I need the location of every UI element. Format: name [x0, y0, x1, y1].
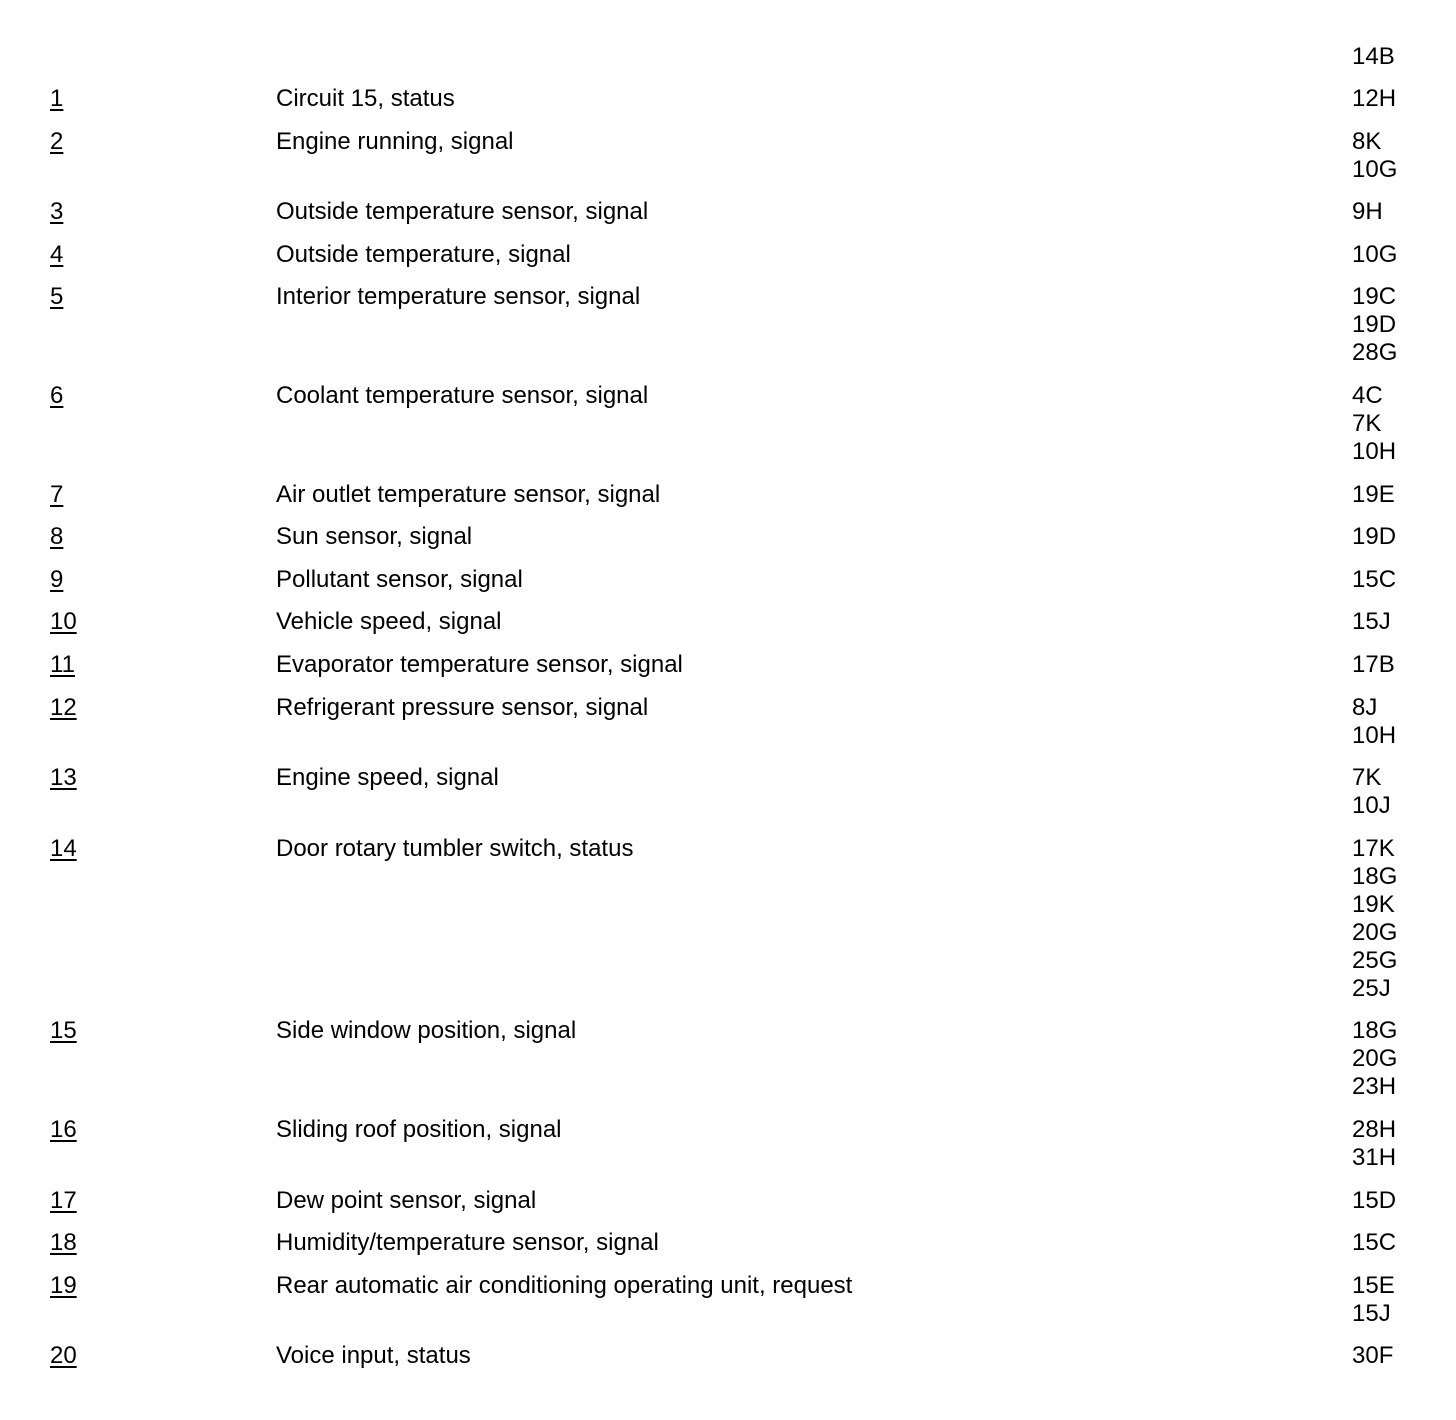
signal-row [0, 1017, 1456, 1101]
grid-reference: 31H [1352, 1143, 1397, 1171]
signal-description: Evaporator temperature sensor, signal [276, 650, 683, 678]
grid-reference: 25J [1352, 974, 1391, 1002]
signal-row [0, 694, 1456, 750]
signal-description: Sliding roof position, signal [276, 1115, 562, 1143]
signal-row [0, 1116, 1456, 1172]
grid-reference-list [1352, 128, 1456, 184]
signal-description: Refrigerant pressure sensor, signal [276, 693, 649, 721]
grid-reference-list [1352, 1229, 1456, 1257]
signal-description: Rear automatic air conditioning operating unit, request [276, 1271, 853, 1299]
signal-description: Voice input, status [276, 1342, 471, 1370]
grid-reference: 19D [1352, 311, 1397, 339]
grid-reference: 17K [1352, 834, 1395, 862]
signal-row [0, 128, 1456, 184]
signal-description: Pollutant sensor, signal [276, 565, 523, 593]
signal-description: Outside temperature, signal [276, 240, 571, 268]
signal-description: Interior temperature sensor, signal [276, 283, 641, 311]
signal-row [0, 198, 1456, 226]
grid-reference: 9H [1352, 198, 1383, 226]
grid-reference: 20G [1352, 1045, 1398, 1073]
signal-number-link[interactable]: 2 [50, 127, 64, 155]
signal-number-link[interactable]: 12 [50, 693, 77, 721]
grid-reference: 8K [1352, 127, 1382, 155]
grid-reference: 20G [1352, 918, 1398, 946]
signal-description: Engine running, signal [276, 127, 514, 155]
signal-row [0, 382, 1456, 466]
header-reference: 14B [1352, 43, 1395, 70]
signal-row [0, 1342, 1456, 1370]
grid-reference: 12H [1352, 85, 1397, 112]
signal-number-link[interactable]: 7 [50, 480, 64, 508]
grid-reference: 10G [1352, 240, 1398, 268]
grid-reference: 7K [1352, 409, 1382, 437]
signal-row [0, 241, 1456, 269]
signal-number-link[interactable]: 8 [50, 523, 64, 551]
grid-reference: 25G [1352, 946, 1398, 974]
grid-reference-list [1352, 1017, 1456, 1101]
signal-description: Circuit 15, status [276, 85, 455, 112]
grid-reference: 19E [1352, 480, 1395, 508]
grid-reference: 10H [1352, 437, 1397, 465]
grid-reference-list [1352, 1116, 1456, 1172]
signal-row [0, 283, 1456, 367]
signal-number-link[interactable]: 10 [50, 608, 77, 636]
signal-number-link[interactable]: 6 [50, 381, 64, 409]
grid-reference: 18G [1352, 862, 1398, 890]
grid-reference-list [1352, 523, 1456, 551]
grid-reference: 7K [1352, 764, 1382, 792]
grid-reference: 30F [1352, 1342, 1394, 1370]
signal-row [0, 764, 1456, 820]
grid-reference-list [1352, 651, 1456, 679]
signal-number-link[interactable]: 15 [50, 1017, 77, 1045]
grid-reference: 10H [1352, 721, 1397, 749]
grid-reference: 19K [1352, 890, 1395, 918]
signal-row [0, 523, 1456, 551]
grid-reference: 15D [1352, 1186, 1397, 1214]
signal-number-link[interactable]: 9 [50, 565, 64, 593]
signal-description: Side window position, signal [276, 1017, 577, 1045]
signal-description: Vehicle speed, signal [276, 608, 502, 636]
signal-number-link[interactable]: 13 [50, 764, 77, 792]
signal-row [0, 1187, 1456, 1215]
grid-reference-list [1352, 694, 1456, 750]
grid-reference-list [1352, 608, 1456, 636]
signal-number-link[interactable]: 16 [50, 1115, 77, 1143]
signal-number-link[interactable]: 1 [50, 85, 64, 112]
signal-description: Humidity/temperature sensor, signal [276, 1229, 659, 1257]
signal-number-link[interactable]: 19 [50, 1271, 77, 1299]
signal-row [0, 481, 1456, 509]
grid-reference: 17B [1352, 650, 1395, 678]
signal-description: Sun sensor, signal [276, 523, 473, 551]
signal-number-link[interactable]: 5 [50, 283, 64, 311]
signal-number-link[interactable]: 4 [50, 240, 64, 268]
signal-row [0, 566, 1456, 594]
grid-reference-list [1352, 1342, 1456, 1370]
grid-reference-list [1352, 382, 1456, 466]
grid-reference: 28G [1352, 339, 1398, 367]
grid-reference-list [1352, 764, 1456, 820]
grid-reference: 19D [1352, 523, 1397, 551]
signal-number-link[interactable]: 20 [50, 1342, 77, 1370]
grid-reference: 23H [1352, 1073, 1397, 1101]
grid-reference: 10G [1352, 155, 1398, 183]
signal-row [0, 1272, 1456, 1328]
grid-reference-list [1352, 566, 1456, 594]
grid-reference: 15C [1352, 1229, 1397, 1257]
signal-number-link[interactable]: 17 [50, 1186, 77, 1214]
signal-description: Dew point sensor, signal [276, 1186, 537, 1214]
signal-row [0, 835, 1456, 1003]
grid-reference: 19C [1352, 283, 1397, 311]
signal-row [0, 1229, 1456, 1257]
grid-reference-list [1352, 85, 1456, 113]
signal-description: Coolant temperature sensor, signal [276, 381, 649, 409]
signal-description: Engine speed, signal [276, 764, 499, 792]
grid-reference: 15J [1352, 1299, 1391, 1327]
signal-description: Air outlet temperature sensor, signal [276, 480, 661, 508]
grid-reference: 15J [1352, 608, 1391, 636]
signal-number-link[interactable]: 11 [50, 650, 75, 678]
grid-reference-list [1352, 1187, 1456, 1215]
grid-reference: 8J [1352, 693, 1378, 721]
signal-row [0, 608, 1456, 636]
grid-reference: 18G [1352, 1017, 1398, 1045]
grid-reference-list [1352, 1272, 1456, 1328]
signal-row [0, 651, 1456, 679]
grid-reference: 28H [1352, 1115, 1397, 1143]
signal-description: Outside temperature sensor, signal [276, 198, 649, 226]
grid-reference-list [1352, 241, 1456, 269]
grid-reference: 10J [1352, 792, 1391, 820]
signal-row [0, 85, 1456, 113]
grid-reference: 4C [1352, 381, 1383, 409]
signal-number-link[interactable]: 3 [50, 198, 64, 226]
signal-number-link[interactable]: 14 [50, 834, 77, 862]
signal-number-link[interactable]: 18 [50, 1229, 77, 1257]
grid-reference: 15C [1352, 565, 1397, 593]
signal-list [0, 85, 1456, 1385]
grid-reference-list [1352, 835, 1456, 1003]
grid-reference: 15E [1352, 1271, 1395, 1299]
grid-reference-list [1352, 198, 1456, 226]
grid-reference-list [1352, 481, 1456, 509]
signal-description: Door rotary tumbler switch, status [276, 834, 634, 862]
grid-reference-list [1352, 283, 1456, 367]
